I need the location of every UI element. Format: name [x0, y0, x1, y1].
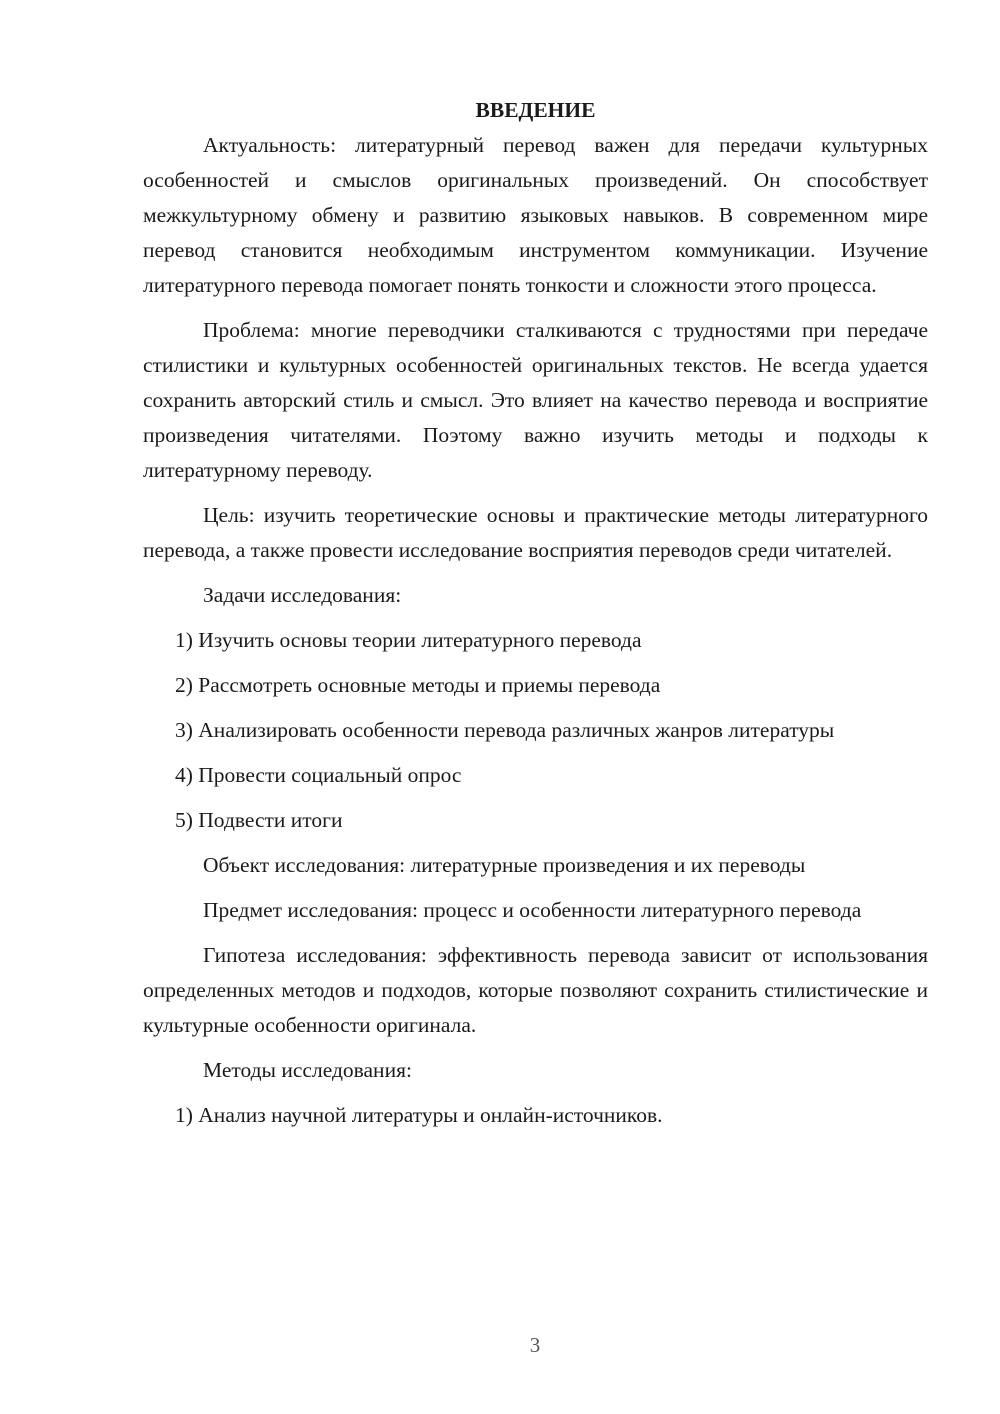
paragraph-subject: Предмет исследования: процесс и особенности литературного перевода	[203, 898, 862, 922]
method-item-1: 1) Анализ научной литературы и онлайн-источников.	[175, 1103, 663, 1127]
document-title: ВВЕДЕНИЕ	[475, 98, 596, 122]
paragraph-object: Объект исследования: литературные произведения и их переводы	[203, 853, 806, 877]
task-item-4: 4) Провести социальный опрос	[175, 763, 462, 787]
paragraph-goal: Цель: изучить теоретические основы и практические методы литературного перевода, а также провести исследование восприятия переводов среди читателей.	[143, 503, 928, 562]
paragraph-problem: Проблема: многие переводчики сталкиваются с трудностями при передаче стилистики и культурных особенностей оригинальных текстов. Не всегда удается сохранить авторский стиль и смысл. Это влияет на качество перевода и восприятие произведения читателями. Поэтому важно изучить методы и подходы к литературному переводу.	[143, 318, 928, 482]
page-number: 3	[529, 1333, 541, 1357]
task-item-5: 5) Подвести итоги	[175, 808, 343, 832]
task-item-3: 3) Анализировать особенности перевода различных жанров литературы	[175, 718, 835, 742]
paragraph-relevance: Актуальность: литературный перевод важен для передачи культурных особенностей и смыслов оригинальных произведений. Он способствует межкультурному обмену и развитию языковых навыков. В современном мире перевод становится необходимым инструментом коммуникации. Изучение литературного перевода помогает понять тонкости и сложности этого процесса.	[143, 133, 928, 297]
methods-heading: Методы исследования:	[203, 1058, 412, 1082]
tasks-heading: Задачи исследования:	[203, 583, 402, 607]
task-item-2: 2) Рассмотреть основные методы и приемы перевода	[175, 673, 661, 697]
document-page	[143, 93, 928, 1133]
task-item-1: 1) Изучить основы теории литературного перевода	[175, 628, 642, 652]
paragraph-hypothesis: Гипотеза исследования: эффективность перевода зависит от использования определенных методов и подходов, которые позволяют сохранить стилистические и культурные особенности оригинала.	[143, 943, 928, 1037]
